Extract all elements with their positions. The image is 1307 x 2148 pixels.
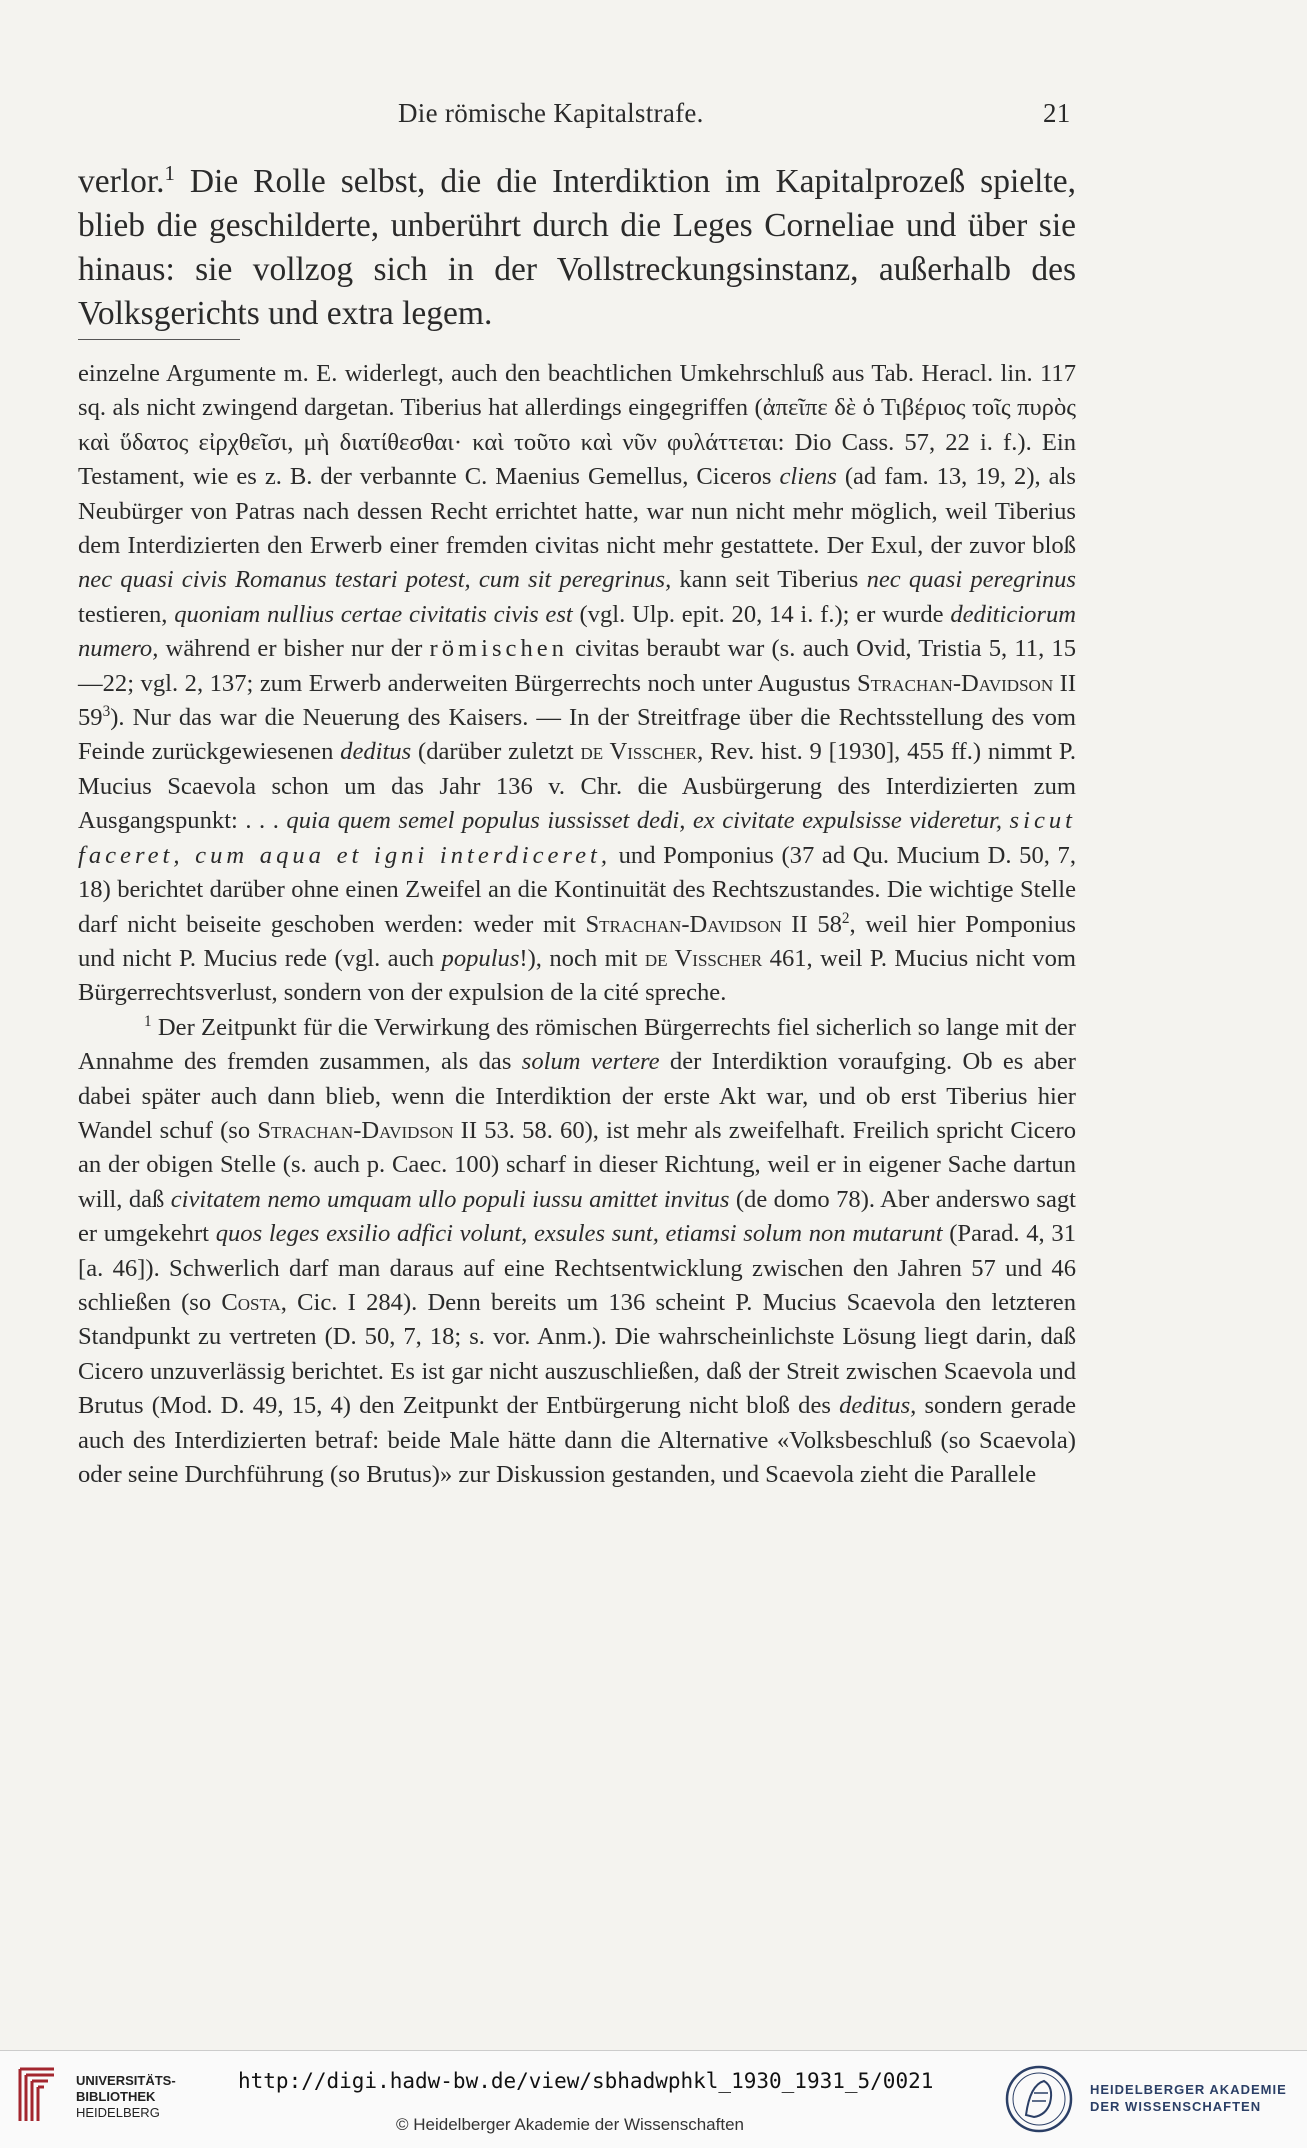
main-text-rest: Die Rolle selbst, die die Interdiktion im Kapitalprozeß spielte, blieb die geschilderte, unberührt durch die Leges Corneliae und über sie hinaus: sie vollzog sich in der Vollstreckungsinstanz, außerhalb des Volksgerichts und extra legem. [78, 163, 1076, 332]
fn-author: de Visscher [580, 738, 698, 766]
fn-text: (darüber zuletzt [411, 738, 581, 766]
fn-text: sondern gerade auch des Interdizierten betraf: beide Male hätte dann die Alternative «Volksbeschluß (so Scaevola) oder seine Durchführung (so Brutus)» zur Diskussion gestanden, und Scaevola zieht die Parallele [78, 1392, 1076, 1488]
footer-bar [0, 2050, 1307, 2148]
fn-text: einzelne Argumente m. E. widerlegt, auch den beachtlichen Umkehrschluß aus Tab. Heracl. lin. 117 sq. als nicht zwingend dargetan. Tiberius hat allerdings eingegriffen (ἀπεῖπε δὲ ὁ Τιβέριος τοῖς πυρὸς καὶ ὕδατος εἰρχθεῖσι, μὴ διατίθεσθαι· καὶ τοῦτο καὶ νῦν φυλάττεται: Dio Cass. 57, 22 i. f.). Ein Testament, wie es z. B. der verbannte C. Maenius Gemellus, Ciceros [78, 360, 1076, 491]
fn-italic: quoniam nullius certae civitatis civis est [174, 600, 573, 628]
academy-seal-icon [1004, 2063, 1074, 2135]
fn-spaced: römischen [429, 635, 568, 663]
page-number: 21 [1043, 98, 1071, 128]
fn-text: II 53. 58. 60), ist mehr als zweifelhaft. Freilich spricht Cicero an der obigen Stelle (s. auch p. Caec. 100) scharf in dieser Richtung, weil er in eigener Sache dartun will, daß [78, 1116, 1076, 1213]
academy-name [1090, 2081, 1287, 2115]
fn-text: während er bisher nur der [158, 635, 430, 663]
academy-line-1: HEIDELBERGER AKADEMIE [1090, 2082, 1287, 2097]
footnotes [78, 357, 1076, 1492]
fn-text: (vgl. Ulp. epit. 20, 14 i. f.); er wurde [572, 600, 951, 628]
fn-text: Der Zeitpunkt für die Verwirkung des römischen Bürgerrechts fiel sicherlich so lange mit der Annahme des fremden zusammen, als das [78, 1013, 1076, 1076]
fn-italic: solum vertere [521, 1048, 660, 1076]
fn-italic: cliens [779, 463, 837, 491]
fn-text: 461, weil P. Mucius nicht vom Bürgerrechtsverlust, sondern von der expulsion de la cité spreche. [78, 944, 1076, 1007]
fn-italic: nec quasi peregrinus [866, 566, 1076, 594]
fn-italic: deditus, [839, 1392, 917, 1420]
fn-text: kann seit Tiberius [671, 566, 867, 594]
fn-text: der Interdiktion voraufging. Ob es aber dabei später auch dann blieb, wenn die Interdiktion der erste Akt war, und ob erst Tiberius hier Wandel schuf (so [78, 1048, 1077, 1144]
fn-text: !), noch mit [519, 944, 645, 972]
fn-text: , weil hier Pomponius und nicht P. Mucius rede (vgl. auch [78, 910, 1076, 972]
uni-line-1: UNIVERSITÄTS- [76, 2073, 176, 2088]
fn-text: testieren, [78, 600, 175, 628]
uni-line-2: BIBLIOTHEK [76, 2089, 156, 2104]
fn-superscript: 3 [102, 702, 111, 720]
fn-italic-spaced: sicut faceret, cum aqua et igni interdiceret, [78, 807, 1076, 869]
fn-text: ). Nur das war die Neuerung des Kaisers. — In der Streitfrage über die Rechtsstellung des vom Feinde zurückgewiesenen [78, 704, 1076, 766]
university-library-logo-icon [14, 2065, 72, 2125]
fn-text: civitas beraubt war (s. auch Ovid, Tristia 5, 11, 15—22; vgl. 2, 137; zum Erwerb anderweiten Bürgerrechts noch unter Augustus [78, 635, 1076, 697]
footnote-continued [78, 357, 1076, 1011]
fn-author: Strachan-Davidson [585, 910, 782, 938]
academy-line-2: DER WISSENSCHAFTEN [1090, 2099, 1262, 2114]
footnote-number: 1 [144, 1012, 152, 1030]
main-text [78, 160, 1076, 336]
fn-superscript: 2 [841, 909, 850, 927]
uni-line-3: HEIDELBERG [76, 2105, 160, 2120]
fn-text: (Parad. 4, 31 [a. 46]). Schwerlich darf man daraus auf eine Rechtsentwicklung zwischen den Jahren 57 und 46 schließen (so [78, 1220, 1076, 1316]
main-paragraph [78, 160, 1076, 336]
fn-text: , Rev. hist. 9 [1930], 455 ff.) nimmt P. Mucius Scaevola schon um das Jahr 136 v. Chr. die Ausbürgerung des Interdizierten zum Ausgangspunkt: . . . [78, 738, 1077, 835]
running-title: Die römische Kapitalstrafe. [398, 98, 704, 128]
fn-text: II 58 [781, 910, 842, 938]
fn-text: (ad fam. 13, 19, 2), als Neubürger von Patras nach dessen Recht errichtet hatte, war nun nicht mehr möglich, weil Tiberius dem Interdizierten den Erwerb einer fremden civitas nicht mehr gestattete. Der Exul, der zuvor bloß [78, 463, 1076, 560]
fn-italic: nec quasi civis Romanus testari potest, cum sit peregrinus, [78, 566, 672, 594]
copyright-notice: © Heidelberger Akademie der Wissenschaften [396, 2115, 744, 2134]
fn-author: Costa [221, 1288, 281, 1316]
fn-text: , Cic. I 284). Denn bereits um 136 scheint P. Mucius Scaevola den letzteren Standpunkt zu vertreten (D. 50, 7, 18; s. vor. Anm.). Die wahrscheinlichste Lösung liegt darin, daß Cicero unzuverlässig berichtet. Es ist gar nicht auszuschließen, daß der Streit zwischen Scaevola und Brutus (Mod. D. 49, 15, 4) den Zeitpunkt der Entbürgerung nicht bloß des [78, 1288, 1076, 1420]
footnote-1 [78, 1011, 1076, 1493]
main-text-start: verlor. [78, 163, 165, 200]
fn-text: (de domo 78). Aber anderswo sagt er umgekehrt [78, 1185, 1076, 1248]
fn-italic: populus [441, 944, 520, 972]
footnote-marker: 1 [164, 161, 175, 185]
fn-italic: quia quem semel populus iussisset dedi, ex civitate expulsisse videretur, [286, 807, 1003, 835]
fn-author: de Visscher [644, 944, 763, 972]
permalink-url[interactable]: http://digi.hadw-bw.de/view/sbhadwphkl_1930_1931_5/0021 [238, 2069, 934, 2093]
fn-text: II 59 [78, 669, 1077, 732]
fn-italic: civitatem nemo umquam ullo populi iussu amittet invitus [170, 1185, 730, 1213]
university-library-name [76, 2073, 176, 2121]
fn-italic: quos leges exsilio adfici volunt, exsules sunt, etiamsi solum non mutarunt [215, 1220, 943, 1248]
fn-author: Strachan-Davidson [257, 1116, 454, 1144]
fn-italic: deditus [340, 738, 412, 766]
fn-italic: dediticiorum numero, [78, 600, 1077, 663]
fn-text: und Pomponius (37 ad Qu. Mucium D. 50, 7, 18) berichtet darüber ohne einen Zweifel an die Kontinuität des Rechtszustandes. Die wichtige Stelle darf nicht beiseite geschoben werden: weder mit [78, 841, 1077, 938]
fn-author: Strachan-Davidson [856, 669, 1054, 697]
footnote-rule [78, 339, 240, 340]
